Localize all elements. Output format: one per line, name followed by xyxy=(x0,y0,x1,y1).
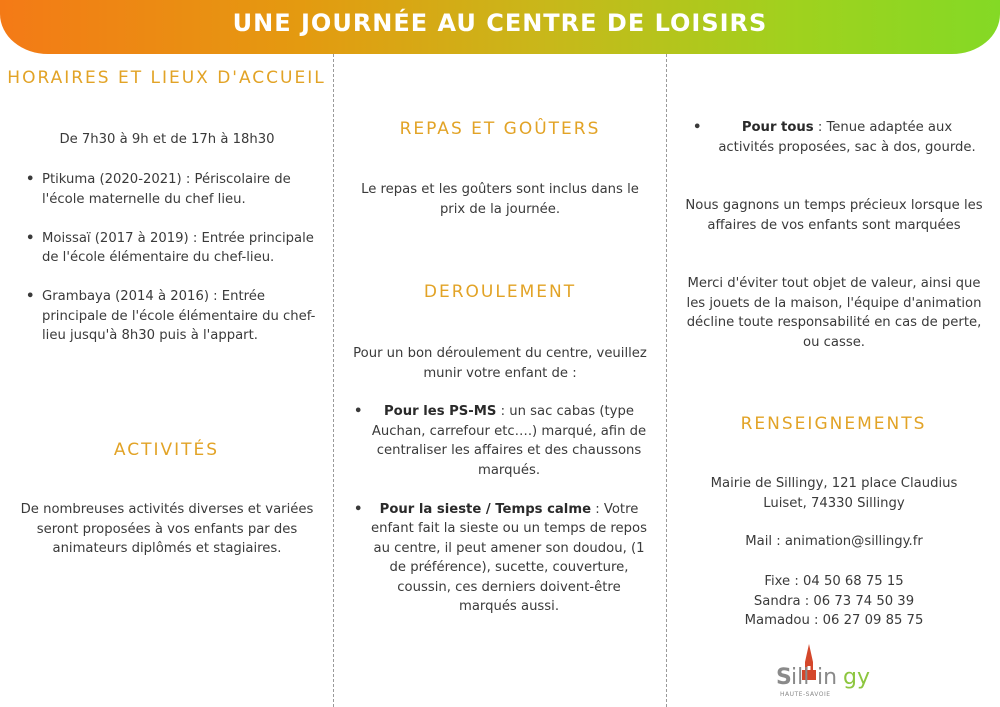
column-hours xyxy=(0,54,333,707)
activities-heading: ACTIVITÉS xyxy=(113,440,220,460)
svg-text:S: S xyxy=(776,665,792,690)
list-item: • Pour les PS-MS : un sac cabas (type Auchan, carrefour etc….) marqué, afin de centraliser les affaires et des chaussons marqués. xyxy=(354,404,647,478)
svg-text:ill: ill xyxy=(791,665,810,690)
list-item: • Pour tous : Tenue adaptée aux activités proposées, sac à dos, gourde. xyxy=(693,120,976,155)
flow-heading: DEROULEMENT xyxy=(423,282,577,302)
page-title: UNE JOURNÉE AU CENTRE DE LOISIRS xyxy=(232,9,768,37)
valuables-text: Merci d'éviter tout objet de valeur, ainsi que les jouets de la maison, l'équipe d'animation décline toute responsabilité en cas de perte, ou casse. xyxy=(686,276,982,350)
meals-text: Le repas et les goûters sont inclus dans le prix de la journée. xyxy=(361,182,639,217)
list-item: • Ptikuma (2020-2021) : Périscolaire de l'école maternelle du chef lieu. xyxy=(26,172,291,207)
column-meals xyxy=(334,54,666,707)
phone-fixe: Fixe : 04 50 68 75 15 xyxy=(764,574,904,589)
mail-text: Mail : animation@sillingy.fr xyxy=(745,534,923,549)
locations-list xyxy=(26,170,316,346)
hours-heading: HORAIRES ET LIEUX D'ACCUEIL xyxy=(7,68,326,88)
svg-text:gy: gy xyxy=(843,665,870,690)
phone-sandra: Sandra : 06 73 74 50 39 xyxy=(753,593,915,609)
address-text: Mairie de Sillingy, 121 place Claudius Luiset, 74330 Sillingy xyxy=(710,476,958,511)
meals-heading: REPAS ET GOÛTERS xyxy=(399,119,601,139)
list-item: • Grambaya (2014 à 2016) : Entrée principale de l'école élémentaire du chef-lieu jusqu'à 8h30 puis à l'appart. xyxy=(26,289,316,343)
flow-intro: Pour un bon déroulement du centre, veuillez munir votre enfant de : xyxy=(353,346,647,381)
list-item: • Pour la sieste / Temps calme : Votre enfant fait la sieste ou un temps de repos au centre, il peut amener son doudou, (1 de préférence), sucette, couverture, coussin, ces derniers doivent-être marqués aussi. xyxy=(354,501,647,614)
column-info xyxy=(667,54,1000,707)
hours-text: De 7h30 à 9h et de 17h à 18h30 xyxy=(59,132,275,147)
svg-text:in: in xyxy=(817,665,838,690)
time-text: Nous gagnons un temps précieux lorsque les affaires de vos enfants sont marquées xyxy=(685,198,983,233)
all-list xyxy=(693,118,981,157)
activities-text: De nombreuses activités diverses et variées seront proposées à vos enfants par des animateurs diplômés et stagiaires. xyxy=(20,502,314,556)
title-banner xyxy=(0,0,1000,54)
list-item: • Moissaï (2017 à 2019) : Entrée principale de l'école élémentaire du chef-lieu. xyxy=(26,230,314,265)
supplies-list xyxy=(354,402,650,617)
info-heading: RENSEIGNEMENTS xyxy=(740,414,927,434)
sillingy-logo xyxy=(776,640,901,700)
phone-mamadou: Mamadou : 06 27 09 85 75 xyxy=(744,613,924,628)
svg-text:HAUTE-SAVOIE: HAUTE-SAVOIE xyxy=(780,691,831,698)
